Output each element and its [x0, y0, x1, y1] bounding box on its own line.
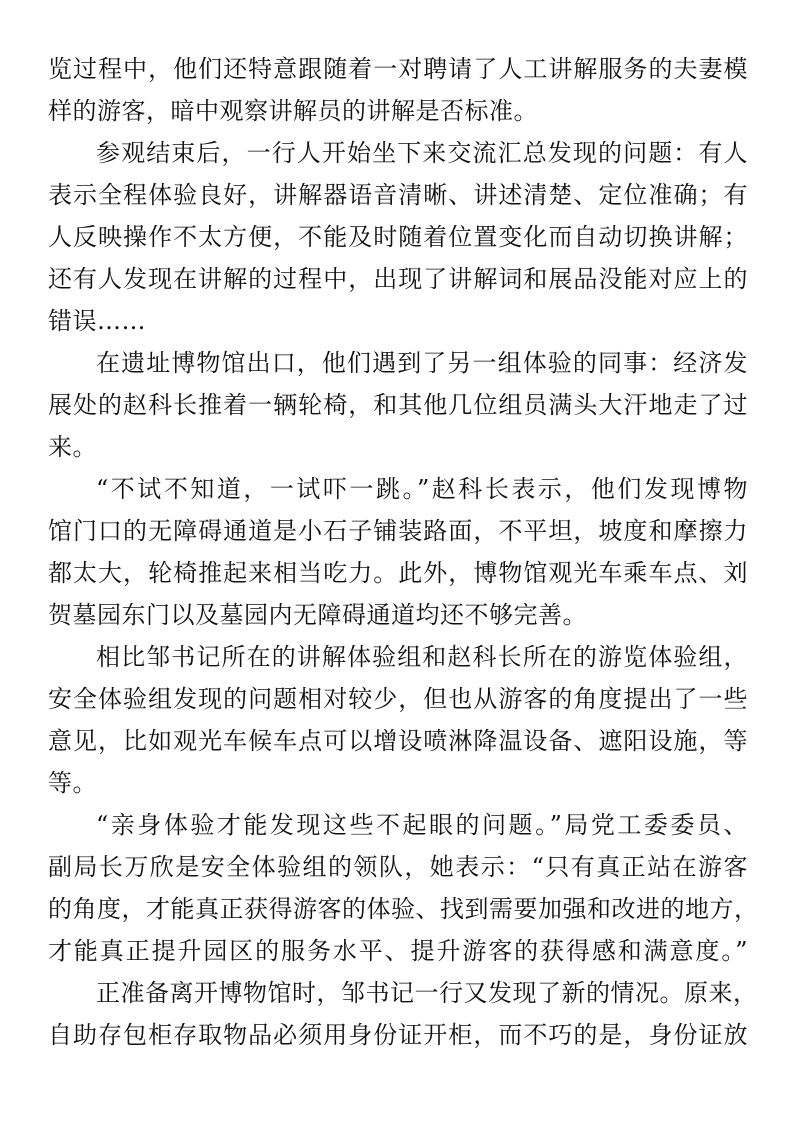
text-line: 在遗址博物馆出口，他们遇到了另一组体验的同事：经济发	[96, 349, 748, 377]
text-line: 自助存包柜存取物品必须用身份证开柜，而不巧的是，身份证放	[48, 1021, 748, 1049]
text-line: 展处的赵科长推着一辆轮椅，和其他几位组员满头大汗地走了过	[48, 391, 748, 419]
paragraph	[48, 972, 758, 1056]
text-line: 览过程中，他们还特意跟随着一对聘请了人工讲解服务的夫妻模	[48, 55, 748, 83]
text-line: 贺墓园东门以及墓园内无障碍通道均还不够完善。	[48, 601, 587, 629]
text-line: “不试不知道，一试吓一跳。”赵科长表示，他们发现博物	[96, 475, 748, 503]
text-line: 馆门口的无障碍通道是小石子铺装路面，不平坦，坡度和摩擦力	[48, 517, 748, 545]
text-line: 才能真正提升园区的服务水平、提升游客的获得感和满意度。”	[48, 937, 748, 965]
text-line: 来。	[48, 433, 97, 461]
text-line: 错误……	[48, 307, 146, 335]
text-line: 样的游客，暗中观察讲解员的讲解是否标准。	[48, 97, 538, 125]
text-line: “亲身体验才能发现这些不起眼的问题。”局党工委委员、	[96, 811, 748, 839]
paragraph	[48, 48, 748, 132]
paragraph	[48, 468, 748, 636]
text-line: 意见，比如观光车候车点可以增设喷淋降温设备、遮阳设施，等	[48, 727, 748, 755]
text-line: 等。	[48, 769, 97, 797]
paragraph	[48, 636, 748, 804]
paragraph	[48, 132, 748, 342]
text-line: 人反映操作不太方便，不能及时随着位置变化而自动切换讲解；	[48, 223, 748, 251]
text-line: 都太大，轮椅推起来相当吃力。此外，博物馆观光车乘车点、刘	[48, 559, 748, 587]
paragraph	[48, 342, 748, 468]
text-line: 还有人发现在讲解的过程中，出现了讲解词和展品没能对应上的	[48, 265, 748, 293]
document-page	[48, 48, 759, 1056]
paragraph	[48, 804, 759, 972]
text-line: 表示全程体验良好，讲解器语音清晰、讲述清楚、定位准确；有	[48, 181, 748, 209]
text-line: 安全体验组发现的问题相对较少，但也从游客的角度提出了一些	[48, 685, 748, 713]
text-line: 正准备离开博物馆时，邹书记一行又发现了新的情况。原来，	[96, 979, 758, 1007]
text-line: 副局长万欣是安全体验组的领队，她表示：“只有真正站在游客	[48, 853, 748, 881]
text-line: 参观结束后，一行人开始坐下来交流汇总发现的问题：有人	[96, 139, 748, 167]
text-line: 相比邹书记所在的讲解体验组和赵科长所在的游览体验组，	[96, 643, 748, 671]
text-line: 的角度，才能真正获得游客的体验、找到需要加强和改进的地方，	[48, 895, 759, 923]
